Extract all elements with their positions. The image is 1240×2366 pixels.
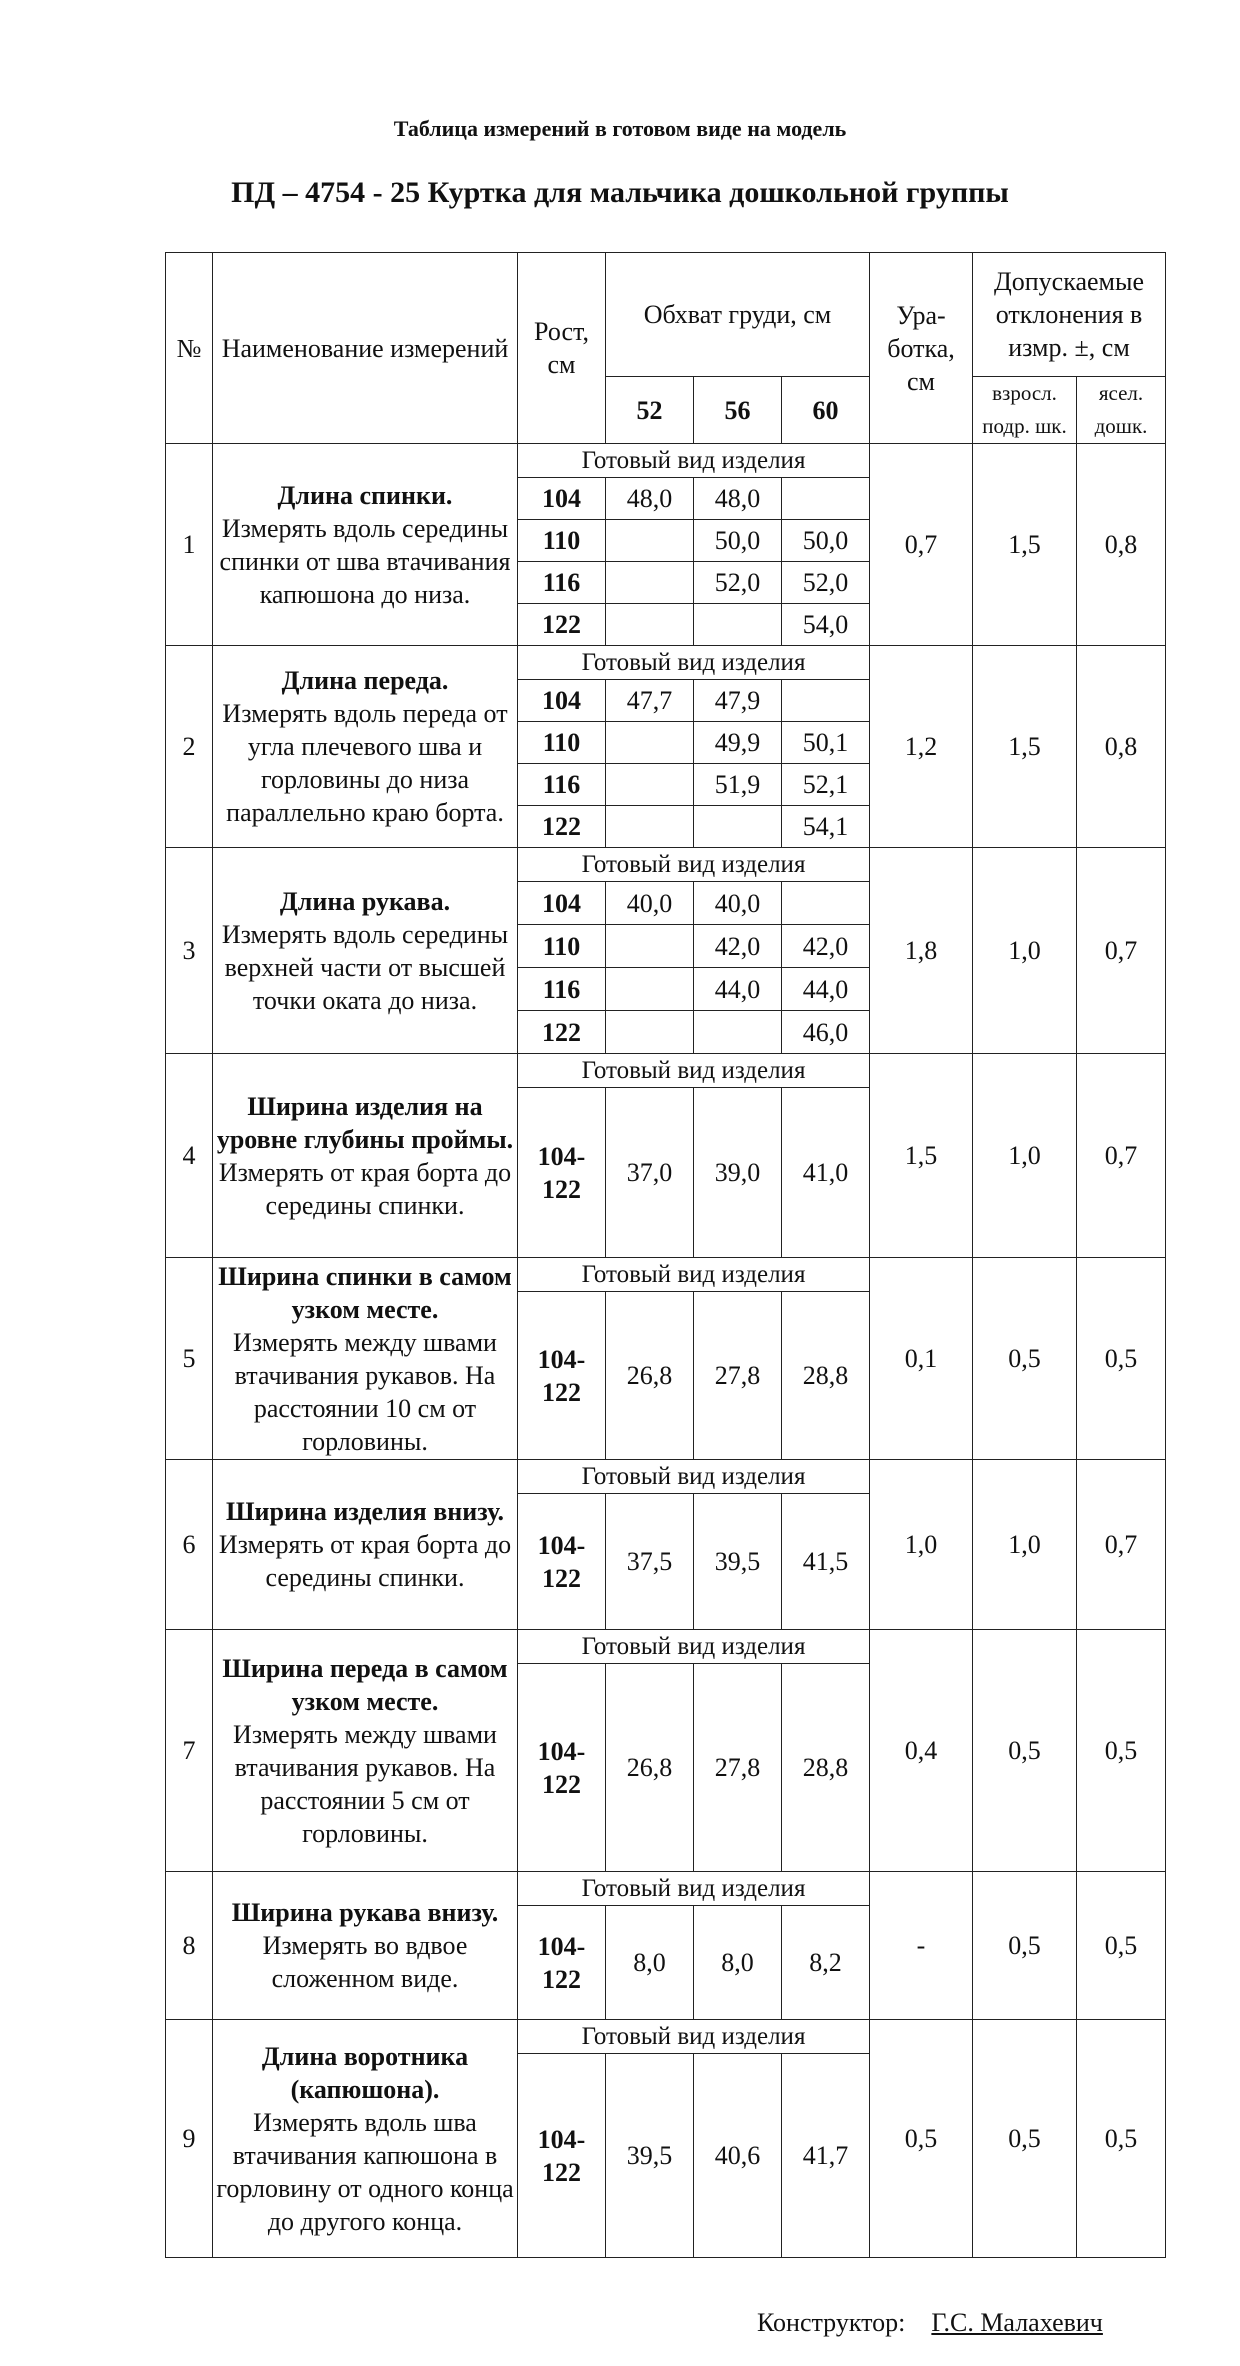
ready-label: Готовый вид изделия xyxy=(518,2020,870,2054)
size-value xyxy=(606,604,694,646)
header-rost: Рост, см xyxy=(518,253,606,444)
header-tolerance: Допускаемые отклонения в измр. ±, см xyxy=(973,253,1166,377)
size-value: 44,0 xyxy=(694,968,782,1011)
measurement-name xyxy=(213,1630,518,1872)
ready-label: Готовый вид изделия xyxy=(518,848,870,882)
header-chest-size: 60 xyxy=(782,377,870,444)
tolerance-adult: 1,0 xyxy=(973,848,1077,1054)
measurement-name xyxy=(213,646,518,848)
height-value: 110 xyxy=(518,722,606,764)
size-value: 26,8 xyxy=(606,1292,694,1460)
size-value: 39,0 xyxy=(694,1088,782,1258)
header-tol-adult: взросл. подр. шк. xyxy=(973,377,1077,444)
measurement-description: Измерять вдоль шва втачивания капюшона в горловину от одного конца до другого конца. xyxy=(216,2107,514,2236)
ready-label: Готовый вид изделия xyxy=(518,1630,870,1664)
size-value: 52,1 xyxy=(782,764,870,806)
tolerance-adult: 1,0 xyxy=(973,1460,1077,1630)
measurement-row xyxy=(166,1054,1166,1088)
row-number: 3 xyxy=(166,848,213,1054)
size-value: 42,0 xyxy=(694,925,782,968)
header-chest: Обхват груди, см xyxy=(606,253,870,377)
measurement-title: Ширина переда в самом узком месте. xyxy=(222,1653,508,1716)
measurement-row xyxy=(166,646,1166,680)
height-value: 116 xyxy=(518,764,606,806)
measurement-description: Измерять от края борта до середины спинки. xyxy=(218,1157,512,1220)
size-value: 8,0 xyxy=(606,1906,694,2020)
size-value: 27,8 xyxy=(694,1292,782,1460)
row-number: 8 xyxy=(166,1872,213,2020)
height-value: 104-122 xyxy=(518,1494,606,1630)
size-value: 40,0 xyxy=(694,882,782,925)
measurement-title: Ширина рукава внизу. xyxy=(231,1898,499,1927)
tolerance-adult: 0,5 xyxy=(973,1258,1077,1460)
ready-label: Готовый вид изделия xyxy=(518,1054,870,1088)
size-value: 28,8 xyxy=(782,1292,870,1460)
height-value: 110 xyxy=(518,925,606,968)
document-subtitle: ПД – 4754 - 25 Куртка для мальчика дошкольной группы xyxy=(231,176,1009,209)
height-value: 104 xyxy=(518,478,606,520)
measurement-description: Измерять вдоль переда от угла плечевого шва и горловины до низа параллельно краю борта. xyxy=(222,699,508,827)
size-value: 28,8 xyxy=(782,1664,870,1872)
size-value xyxy=(782,680,870,722)
ease-value: 1,0 xyxy=(870,1460,973,1630)
size-value: 48,0 xyxy=(694,478,782,520)
size-value xyxy=(606,722,694,764)
ease-value: 1,2 xyxy=(870,646,973,848)
size-value: 41,5 xyxy=(782,1494,870,1630)
ease-value: 1,5 xyxy=(870,1054,973,1258)
header-num: № xyxy=(166,253,213,444)
measurement-description: Измерять вдоль середины верхней части от высшей точки оката до низа. xyxy=(221,919,509,1015)
measurement-description: Измерять между швами втачивания рукавов. На расстоянии 10 см от горловины. xyxy=(233,1327,497,1456)
size-value: 52,0 xyxy=(694,562,782,604)
size-value: 49,9 xyxy=(694,722,782,764)
tolerance-adult: 1,0 xyxy=(973,1054,1077,1258)
tolerance-kids: 0,5 xyxy=(1077,1872,1166,2020)
row-number: 6 xyxy=(166,1460,213,1630)
signature-line xyxy=(757,2308,1103,2338)
measurement-row xyxy=(166,1258,1166,1292)
size-value: 41,7 xyxy=(782,2054,870,2258)
header-name: Наименование измерений xyxy=(213,253,518,444)
tolerance-kids: 0,7 xyxy=(1077,1054,1166,1258)
ready-label: Готовый вид изделия xyxy=(518,1872,870,1906)
measurement-title: Длина переда. xyxy=(281,666,449,695)
height-value: 104-122 xyxy=(518,1906,606,2020)
tolerance-kids: 0,5 xyxy=(1077,1630,1166,1872)
measurement-title: Длина спинки. xyxy=(277,480,453,510)
header-chest-size: 52 xyxy=(606,377,694,444)
size-value: 42,0 xyxy=(782,925,870,968)
size-value: 47,9 xyxy=(694,680,782,722)
size-value: 50,0 xyxy=(782,520,870,562)
measurement-row xyxy=(166,444,1166,478)
size-value: 37,5 xyxy=(606,1494,694,1630)
size-value xyxy=(606,806,694,848)
size-value xyxy=(782,478,870,520)
size-value: 41,0 xyxy=(782,1088,870,1258)
row-number: 5 xyxy=(166,1258,213,1460)
height-value: 122 xyxy=(518,806,606,848)
size-value xyxy=(606,925,694,968)
tolerance-kids: 0,5 xyxy=(1077,2020,1166,2258)
measurement-name xyxy=(213,1054,518,1258)
ready-label: Готовый вид изделия xyxy=(518,444,870,478)
measurement-name xyxy=(213,1460,518,1630)
height-value: 116 xyxy=(518,968,606,1011)
size-value: 46,0 xyxy=(782,1011,870,1054)
ease-value: 1,8 xyxy=(870,848,973,1054)
size-value: 39,5 xyxy=(606,2054,694,2258)
size-value: 26,8 xyxy=(606,1664,694,1872)
measurement-name xyxy=(213,1872,518,2020)
height-value: 122 xyxy=(518,1011,606,1054)
size-value: 40,6 xyxy=(694,2054,782,2258)
row-number: 1 xyxy=(166,444,213,646)
measurement-description: Измерять между швами втачивания рукавов. На расстоянии 5 см от горловины. xyxy=(233,1719,497,1848)
measurement-title: Ширина изделия внизу. xyxy=(225,1497,505,1526)
row-number: 4 xyxy=(166,1054,213,1258)
size-value: 37,0 xyxy=(606,1088,694,1258)
ease-value: 0,4 xyxy=(870,1630,973,1872)
measurement-name xyxy=(213,444,518,646)
height-value: 116 xyxy=(518,562,606,604)
size-value xyxy=(694,604,782,646)
tolerance-adult: 1,5 xyxy=(973,646,1077,848)
size-value: 50,1 xyxy=(782,722,870,764)
measurement-title: Ширина спинки в самом узком месте. xyxy=(218,1261,512,1324)
height-value: 104 xyxy=(518,680,606,722)
height-value: 104 xyxy=(518,882,606,925)
size-value xyxy=(606,520,694,562)
header-ease: Ура-ботка, см xyxy=(870,253,973,444)
measurement-name xyxy=(213,2020,518,2258)
ease-value: 0,7 xyxy=(870,444,973,646)
measurement-description: Измерять вдоль середины спинки от шва втачивания капюшона до низа. xyxy=(219,513,511,609)
size-value: 8,0 xyxy=(694,1906,782,2020)
measurement-row xyxy=(166,1460,1166,1494)
size-value: 50,0 xyxy=(694,520,782,562)
size-value: 8,2 xyxy=(782,1906,870,2020)
size-value: 54,0 xyxy=(782,604,870,646)
size-value: 44,0 xyxy=(782,968,870,1011)
measurement-title: Длина рукава. xyxy=(279,886,451,916)
signature-role: Конструктор: xyxy=(757,2308,906,2337)
ready-label: Готовый вид изделия xyxy=(518,646,870,680)
document-title: Таблица измерений в готовом виде на модель xyxy=(393,116,847,141)
tolerance-kids: 0,8 xyxy=(1077,646,1166,848)
size-value xyxy=(782,882,870,925)
size-value: 51,9 xyxy=(694,764,782,806)
size-value xyxy=(606,562,694,604)
tolerance-adult: 0,5 xyxy=(973,2020,1077,2258)
tolerance-kids: 0,7 xyxy=(1077,1460,1166,1630)
ease-value: 0,5 xyxy=(870,2020,973,2258)
height-value: 104-122 xyxy=(518,1664,606,1872)
tolerance-adult: 0,5 xyxy=(973,1872,1077,2020)
row-number: 9 xyxy=(166,2020,213,2258)
measurement-row xyxy=(166,848,1166,882)
ready-label: Готовый вид изделия xyxy=(518,1460,870,1494)
height-value: 104-122 xyxy=(518,2054,606,2258)
ready-label: Готовый вид изделия xyxy=(518,1258,870,1292)
measurements-table xyxy=(165,252,1166,2258)
measurement-title: Длина воротника (капюшона). xyxy=(261,2041,469,2104)
ease-value: - xyxy=(870,1872,973,2020)
size-value: 27,8 xyxy=(694,1664,782,1872)
size-value xyxy=(606,968,694,1011)
size-value: 40,0 xyxy=(606,882,694,925)
measurement-description: Измерять от края борта до середины спинки. xyxy=(218,1530,512,1592)
row-number: 2 xyxy=(166,646,213,848)
measurement-title: Ширина изделия на уровне глубины проймы. xyxy=(216,1091,514,1154)
measurement-row xyxy=(166,1630,1166,1664)
tolerance-adult: 0,5 xyxy=(973,1630,1077,1872)
size-value: 47,7 xyxy=(606,680,694,722)
measurement-row xyxy=(166,2020,1166,2054)
tolerance-kids: 0,5 xyxy=(1077,1258,1166,1460)
size-value xyxy=(694,806,782,848)
size-value xyxy=(694,1011,782,1054)
measurement-row xyxy=(166,1872,1166,1906)
header-tol-kids: ясел. дошк. xyxy=(1077,377,1166,444)
size-value: 48,0 xyxy=(606,478,694,520)
tolerance-kids: 0,8 xyxy=(1077,444,1166,646)
size-value xyxy=(606,1011,694,1054)
header-chest-size: 56 xyxy=(694,377,782,444)
measurement-name xyxy=(213,848,518,1054)
size-value: 52,0 xyxy=(782,562,870,604)
height-value: 122 xyxy=(518,604,606,646)
ease-value: 0,1 xyxy=(870,1258,973,1460)
tolerance-kids: 0,7 xyxy=(1077,848,1166,1054)
tolerance-adult: 1,5 xyxy=(973,444,1077,646)
size-value: 39,5 xyxy=(694,1494,782,1630)
size-value: 54,1 xyxy=(782,806,870,848)
row-number: 7 xyxy=(166,1630,213,1872)
height-value: 104-122 xyxy=(518,1088,606,1258)
height-value: 104-122 xyxy=(518,1292,606,1460)
measurement-description: Измерять во вдвое сложенном виде. xyxy=(262,1931,468,1993)
measurement-name xyxy=(213,1258,518,1460)
signature-name: Г.С. Малахевич xyxy=(931,2308,1103,2337)
size-value xyxy=(606,764,694,806)
height-value: 110 xyxy=(518,520,606,562)
